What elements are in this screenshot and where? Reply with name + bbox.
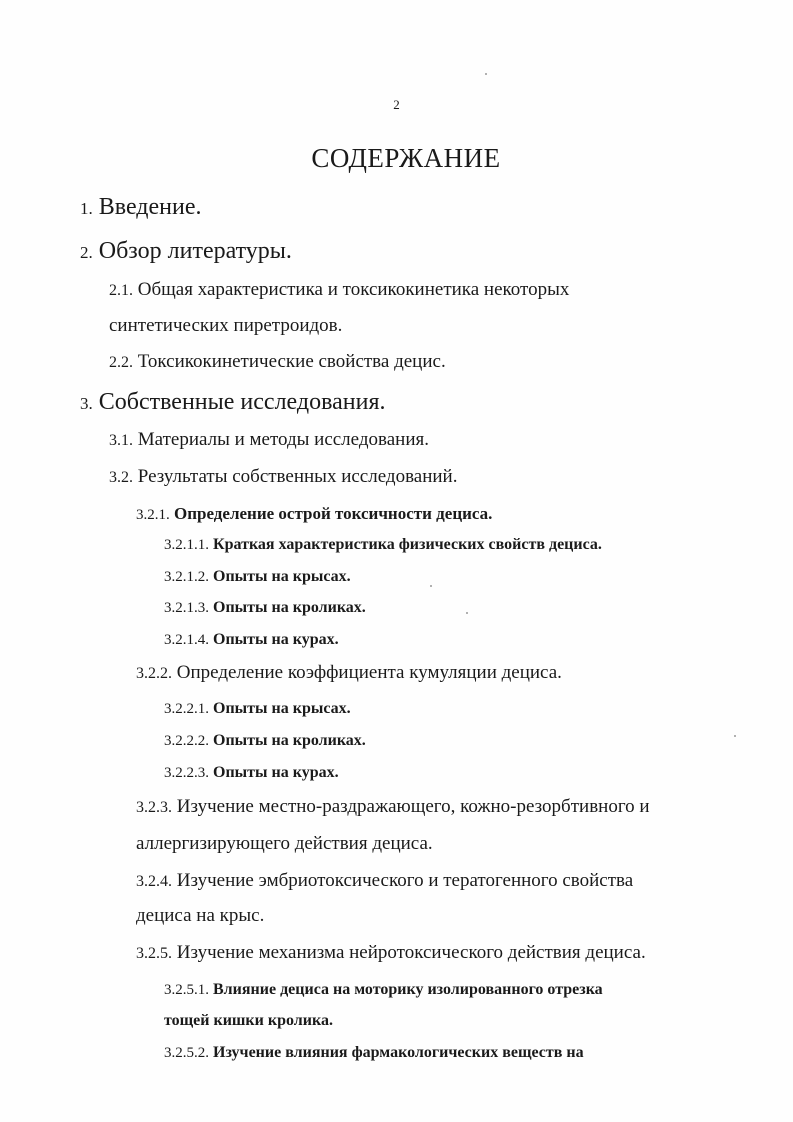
toc-entry (164, 631, 339, 649)
toc-entry-number: 3.2.2.3. (164, 765, 209, 781)
toc-entry-number: 3.2.1.4. (164, 632, 209, 648)
toc-entry-text: Изучение местно-раздражающего, кожно-резорбтивного и (176, 796, 650, 817)
toc-entry (164, 700, 351, 718)
toc-entry (80, 194, 202, 221)
toc-entry-number: 3. (80, 394, 93, 413)
page-number: 2 (393, 97, 400, 112)
toc-entry-continuation (109, 315, 342, 337)
toc-entry-number: 3.2.2.2. (164, 733, 209, 749)
toc-entry-number: 1. (80, 199, 93, 218)
toc-entry-text: тощей кишки кролика. (164, 1012, 333, 1029)
toc-entry-text: Введение. (98, 194, 202, 220)
toc-entry (136, 942, 646, 964)
toc-entry (136, 870, 633, 892)
toc-entry-text: аллергизирующего действия дециса. (136, 833, 433, 854)
toc-entry-number: 2.1. (109, 282, 133, 299)
scan-speck (466, 612, 468, 614)
toc-entry-text: Общая характеристика и токсикокинетика некоторых (137, 279, 570, 300)
toc-entry-text: Опыты на крысах. (213, 568, 351, 585)
toc-entry-text: Изучение влияния фармакологических веществ на (213, 1044, 584, 1061)
toc-entry (164, 568, 351, 586)
toc-entry-number: 3.2.4. (136, 873, 172, 890)
toc-entry-number: 3.2.1. (136, 507, 170, 523)
toc-entry (164, 732, 366, 750)
toc-entry-number: 3.2. (109, 469, 133, 486)
toc-entry-text: Токсикокинетические свойства децис. (137, 351, 446, 372)
toc-entry-number: 3.2.1.2. (164, 569, 209, 585)
toc-entry-text: Материалы и методы исследования. (137, 429, 429, 450)
toc-entry-number: 3.2.3. (136, 799, 172, 816)
toc-entry-number: 2.2. (109, 354, 133, 371)
toc-entry-number: 3.2.5.1. (164, 982, 209, 998)
toc-entry-text: синтетических пиретроидов. (109, 315, 343, 336)
toc-entry (80, 389, 385, 416)
toc-entry-text: Собственные исследования. (98, 389, 386, 415)
toc-entry-text: Опыты на курах. (213, 764, 339, 781)
toc-entry-continuation (136, 833, 433, 855)
toc-entry (164, 536, 602, 554)
toc-entry-text: Опыты на крысах. (213, 700, 351, 717)
toc-entry (109, 279, 569, 301)
toc-entry (164, 599, 366, 617)
scan-speck (734, 735, 736, 737)
toc-entry-number: 3.2.5. (136, 945, 172, 962)
toc-entry-text: Определение острой токсичности дециса. (174, 504, 493, 523)
toc-entry-text: Влияние дециса на моторику изолированного отрезка (213, 981, 603, 998)
toc-entry-text: Изучение эмбриотоксического и тератогенного свойства (176, 870, 634, 891)
toc-entry-continuation (164, 1012, 333, 1030)
toc-entry-text: Изучение механизма нейротоксического действия дециса. (176, 942, 646, 963)
scan-speck (485, 73, 487, 75)
page-title: СОДЕРЖАНИЕ (311, 143, 501, 173)
toc-entry (164, 764, 339, 782)
toc-entry (164, 1044, 584, 1062)
toc-entry-text: Краткая характеристика физических свойств дециса. (213, 536, 602, 553)
toc-entry-number: 2. (80, 243, 93, 262)
toc-entry-text: Обзор литературы. (98, 238, 292, 264)
toc-entry (80, 238, 292, 265)
toc-entry (136, 796, 650, 818)
toc-entry-text: Опыты на кроликах. (213, 599, 366, 616)
toc-entry-text: Определение коэффициента кумуляции дециса. (176, 662, 562, 683)
toc-entry-text: Опыты на кроликах. (213, 732, 366, 749)
toc-entry (136, 662, 562, 684)
toc-entry-continuation (136, 905, 264, 927)
toc-entry-number: 3.1. (109, 432, 133, 449)
toc-entry (164, 981, 603, 999)
scan-speck (430, 585, 432, 587)
toc-entry (136, 504, 492, 524)
toc-entry-text: Опыты на курах. (213, 631, 339, 648)
toc-entry-text: Результаты собственных исследований. (137, 466, 458, 487)
toc-entry (109, 351, 446, 373)
toc-entry (109, 429, 429, 451)
toc-entry-number: 3.2.1.3. (164, 600, 209, 616)
toc-entry-number: 3.2.5.2. (164, 1045, 209, 1061)
toc-entry-number: 3.2.1.1. (164, 537, 209, 553)
toc-entry-text: дециса на крыс. (136, 905, 265, 926)
toc-entry-number: 3.2.2. (136, 665, 172, 682)
toc-entry (109, 466, 457, 488)
toc-entry-number: 3.2.2.1. (164, 701, 209, 717)
